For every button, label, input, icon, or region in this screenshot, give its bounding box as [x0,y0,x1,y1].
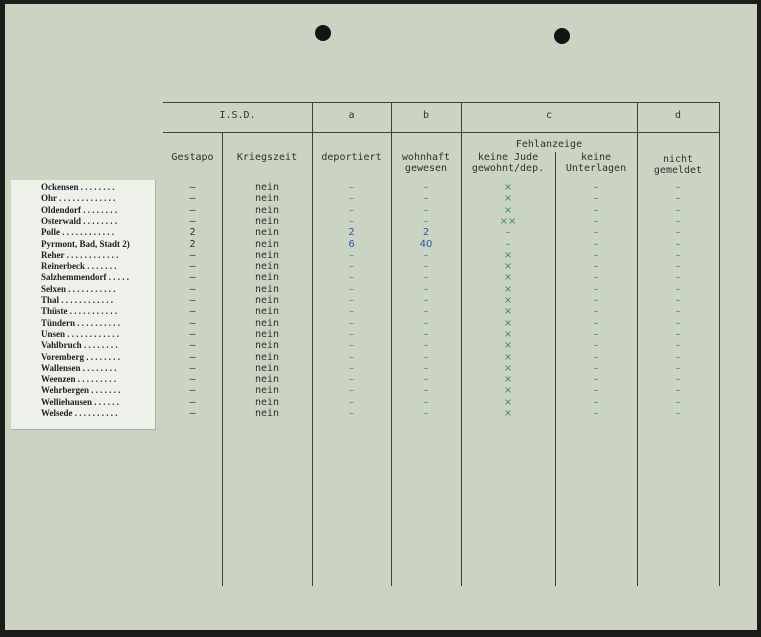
cell-d: – [675,352,681,363]
cell-c2: – [593,374,599,385]
cell-c1: × [503,363,513,374]
cell-c1: × [503,306,513,317]
cell-c1: × [503,182,513,193]
cell-a: – [349,385,354,396]
column-divider [719,102,720,586]
cell-gestapo: – [189,295,196,306]
cell-a: 6 [348,239,355,250]
cell-kriegszeit: nein [254,340,280,351]
header-gestapo: Gestapo [171,152,214,163]
cell-kriegszeit: nein [254,182,280,193]
cell-c2: – [593,340,599,351]
cell-gestapo: – [189,408,196,419]
place-name: Reher . . . . . . . . . . . . [41,250,119,260]
cell-c1: × [503,272,513,283]
cell-a: – [349,250,354,261]
cell-b: – [423,205,429,216]
cell-kriegszeit: nein [254,408,280,419]
cell-a: – [349,352,354,363]
place-name: Pyrmont, Bad, Stadt 2) [41,239,130,249]
cell-kriegszeit: nein [254,295,280,306]
header-keine-jude: keine Jude [477,152,539,163]
cell-gestapo: 2 [189,239,196,250]
cell-a: – [349,408,354,419]
cell-c2: – [593,306,599,317]
place-name: Tündern . . . . . . . . . . [41,318,121,328]
cell-kriegszeit: nein [254,329,280,340]
cell-d: – [675,284,681,295]
cell-a: – [349,216,354,227]
cell-kriegszeit: nein [254,352,280,363]
cell-kriegszeit: nein [254,216,280,227]
place-name: Thal . . . . . . . . . . . . [41,295,114,305]
place-name: Oldendorf . . . . . . . . [41,205,118,215]
place-name: Polle . . . . . . . . . . . . [41,227,114,237]
cell-c1: × [503,193,513,204]
cell-kriegszeit: nein [254,363,280,374]
cell-d: – [675,227,681,238]
cell-b: – [423,216,429,227]
cell-gestapo: – [189,340,196,351]
header-deportiert: deportiert [321,152,382,163]
header-fehlanzeige: Fehlanzeige [515,139,583,150]
cell-d: – [675,205,681,216]
cell-kriegszeit: nein [254,193,280,204]
header-unterlagen: Unterlagen [565,163,627,174]
cell-d: – [675,318,681,329]
cell-gestapo: – [189,261,196,272]
cell-b: – [423,363,429,374]
cell-d: – [675,295,681,306]
cell-kriegszeit: nein [254,250,280,261]
cell-b: – [423,352,429,363]
cell-kriegszeit: nein [254,261,280,272]
cell-a: – [349,182,354,193]
cell-kriegszeit: nein [254,239,280,250]
place-name: Wehrbergen . . . . . . . [41,385,121,395]
cell-d: – [675,182,681,193]
cell-b: – [423,182,429,193]
place-name: Osterwald . . . . . . . . [41,216,117,226]
cell-b: – [423,306,429,317]
cell-c2: – [593,363,599,374]
header-keine: keine [580,152,612,163]
cell-c2: – [593,385,599,396]
cell-gestapo: – [189,250,196,261]
header-col-d: d [674,110,682,121]
cell-a: – [349,272,354,283]
cell-d: – [675,385,681,396]
cell-c1: ×× [499,216,517,227]
cell-b: – [423,374,429,385]
cell-c1: × [503,261,513,272]
cell-c1: × [503,397,513,408]
cell-kriegszeit: nein [254,306,280,317]
cell-c2: – [593,205,599,216]
cell-c1: × [503,385,513,396]
cell-b: – [423,284,429,295]
cell-d: – [675,216,681,227]
cell-gestapo: – [189,352,196,363]
cell-b: 40 [419,239,433,250]
cell-a: – [349,205,354,216]
punch-hole-left [315,25,331,41]
cell-c1: × [503,318,513,329]
cell-c2: – [593,295,599,306]
cell-gestapo: 2 [189,227,196,238]
cell-c2: – [593,284,599,295]
place-name: Ohr . . . . . . . . . . . . . [41,193,116,203]
cell-kriegszeit: nein [254,227,280,238]
cell-c1: × [503,340,513,351]
header-nicht: nicht [662,154,694,165]
cell-gestapo: – [189,306,196,317]
place-name: Wallensen . . . . . . . . [41,363,117,373]
cell-b: – [423,408,429,419]
cell-a: – [349,363,354,374]
cell-d: – [675,306,681,317]
cell-b: – [423,295,429,306]
cell-kriegszeit: nein [254,272,280,283]
cell-kriegszeit: nein [254,397,280,408]
cell-d: – [675,329,681,340]
cell-a: – [349,374,354,385]
cell-d: – [675,261,681,272]
cell-gestapo: – [189,284,196,295]
cell-b: – [423,385,429,396]
cell-c2: – [593,318,599,329]
cell-kriegszeit: nein [254,374,280,385]
cell-a: – [349,318,354,329]
cell-gestapo: – [189,205,196,216]
place-name: Vahlbruch . . . . . . . . [41,340,118,350]
header-isd: I.S.D. [219,110,256,121]
cell-kriegszeit: nein [254,318,280,329]
place-name: Ockensen . . . . . . . . [41,182,115,192]
cell-b: – [423,340,429,351]
cell-d: – [675,193,681,204]
cell-a: – [349,340,354,351]
cell-a: – [349,306,354,317]
document-sheet [5,4,757,630]
header-col-b: b [422,110,430,121]
cell-c1: × [503,284,513,295]
cell-c1: – [505,227,511,238]
cell-kriegszeit: nein [254,284,280,295]
cell-c2: – [593,227,599,238]
punch-hole-right [554,28,570,44]
cell-c2: – [593,239,599,250]
cell-c2: – [593,193,599,204]
place-name: Selxen . . . . . . . . . . . [41,284,116,294]
place-name: Weenzen . . . . . . . . . [41,374,116,384]
cell-a: – [349,193,354,204]
cell-b: – [423,250,429,261]
cell-c1: × [503,408,513,419]
cell-c2: – [593,216,599,227]
cell-a: – [349,329,354,340]
cell-gestapo: – [189,385,196,396]
cell-c1: × [503,329,513,340]
cell-c2: – [593,408,599,419]
place-name: Unsen . . . . . . . . . . . . [41,329,120,339]
header-divider-line [163,132,719,133]
cell-a: 2 [348,227,355,238]
header-gemeldet: gemeldet [653,165,703,176]
cell-d: – [675,363,681,374]
cell-b: – [423,193,429,204]
header-gewohnt-dep: gewohnt/dep. [471,163,545,174]
header-col-a: a [348,110,355,121]
cell-b: – [423,272,429,283]
cell-c1: – [505,239,511,250]
cell-gestapo: – [189,272,196,283]
place-name: Thüste . . . . . . . . . . . [41,306,118,316]
cell-c2: – [593,329,599,340]
table-top-line [163,102,719,103]
cell-d: – [675,250,681,261]
cell-c2: – [593,250,599,261]
cell-d: – [675,374,681,385]
place-list-strip [11,180,156,430]
cell-c1: × [503,205,513,216]
place-name: Welliehausen . . . . . . [41,397,120,407]
header-kriegszeit: Kriegszeit [236,152,298,163]
place-name: Welsede . . . . . . . . . . [41,408,118,418]
cell-c1: × [503,295,513,306]
cell-kriegszeit: nein [254,205,280,216]
header-wohnhaft: wohnhaft [401,152,451,163]
cell-c1: × [503,352,513,363]
cell-gestapo: – [189,193,196,204]
cell-gestapo: – [189,374,196,385]
cell-c2: – [593,182,599,193]
cell-c1: × [503,374,513,385]
cell-a: – [349,295,354,306]
cell-a: – [349,261,354,272]
cell-d: – [675,397,681,408]
cell-a: – [349,397,354,408]
cell-c1: × [503,250,513,261]
cell-gestapo: – [189,216,196,227]
place-name: Salzhemmendorf . . . . . [41,272,129,282]
cell-c2: – [593,261,599,272]
cell-gestapo: – [189,363,196,374]
cell-d: – [675,408,681,419]
place-name: Reinerbeck . . . . . . . [41,261,117,271]
cell-b: – [423,318,429,329]
cell-d: – [675,272,681,283]
cell-b: – [423,329,429,340]
header-col-c: c [545,110,553,121]
cell-b: – [423,261,429,272]
cell-d: – [675,239,681,250]
cell-kriegszeit: nein [254,385,280,396]
cell-b: – [423,397,429,408]
cell-gestapo: – [189,329,196,340]
cell-gestapo: – [189,397,196,408]
cell-gestapo: – [189,182,196,193]
cell-b: 2 [422,227,430,238]
cell-a: – [349,284,354,295]
cell-c2: – [593,397,599,408]
cell-c2: – [593,352,599,363]
cell-c2: – [593,272,599,283]
cell-d: – [675,340,681,351]
cell-gestapo: – [189,318,196,329]
place-name: Voremberg . . . . . . . . [41,352,120,362]
header-gewesen: gewesen [404,163,448,174]
